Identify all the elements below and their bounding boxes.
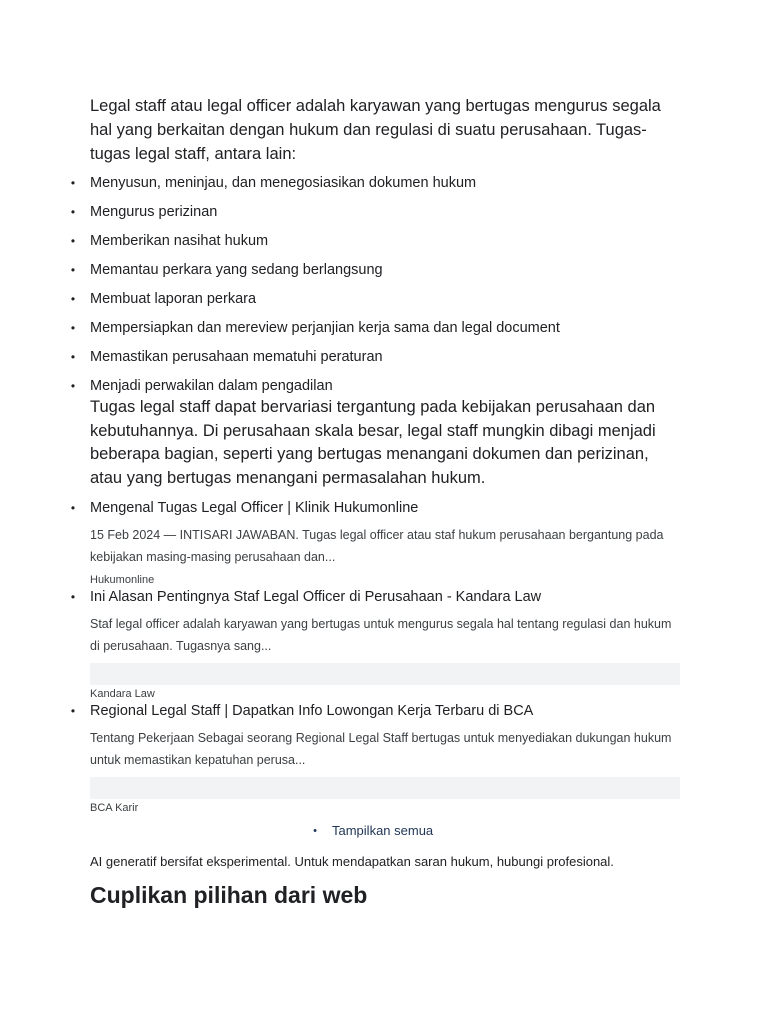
source-snippet: 15 Feb 2024 — INTISARI JAWABAN. Tugas legal officer atau staf hukum perusahaan bergantung pada kebijakan masing-masing perusahaan dan... bbox=[90, 528, 664, 564]
source-name: BCA Karir bbox=[90, 802, 139, 814]
bullet-icon: • bbox=[70, 292, 76, 306]
ai-overview bbox=[70, 94, 680, 910]
bullet-icon: • bbox=[70, 704, 76, 718]
list-item bbox=[70, 376, 680, 396]
bullet-icon: • bbox=[70, 350, 76, 364]
list-item-text: Membuat laporan perkara bbox=[90, 291, 257, 307]
list-item-text: Memantau perkara yang sedang berlangsung bbox=[90, 262, 383, 278]
list-item-text: Menjadi perwakilan dalam pengadilan bbox=[90, 378, 333, 394]
bullet-icon: • bbox=[70, 321, 76, 335]
source-card-bca-karir[interactable] bbox=[70, 701, 680, 815]
list-item-text: Mengurus perizinan bbox=[90, 204, 218, 220]
bullet-icon: • bbox=[70, 263, 76, 277]
list-item-text: Memastikan perusahaan mematuhi peraturan bbox=[90, 349, 383, 365]
bullet-icon: • bbox=[70, 590, 76, 604]
source-thumbnail-placeholder bbox=[90, 663, 680, 685]
source-card-kandara-law[interactable] bbox=[70, 587, 680, 701]
list-item bbox=[70, 318, 680, 338]
list-item bbox=[70, 202, 680, 222]
bullet-icon: • bbox=[70, 234, 76, 248]
list-item-text: Memberikan nasihat hukum bbox=[90, 233, 269, 249]
bullet-icon: • bbox=[70, 205, 76, 219]
list-item-text: Mempersiapkan dan mereview perjanjian kerja sama dan legal document bbox=[90, 320, 560, 336]
source-thumbnail-placeholder bbox=[90, 777, 680, 799]
source-list bbox=[70, 498, 680, 815]
source-name: Hukumonline bbox=[90, 574, 155, 586]
source-snippet: Tentang Pekerjaan Sebagai seorang Regional Legal Staff bertugas untuk menyediakan dukungan hukum untuk memastikan kepatuhan perusa... bbox=[90, 731, 672, 767]
list-item bbox=[70, 231, 680, 251]
list-item bbox=[70, 173, 680, 193]
source-title-link[interactable]: Regional Legal Staff | Dapatkan Info Lowongan Kerja Terbaru di BCA bbox=[90, 703, 534, 719]
show-all-button[interactable] bbox=[313, 822, 680, 840]
bullet-icon: • bbox=[313, 825, 317, 837]
list-item bbox=[70, 347, 680, 367]
list-item bbox=[70, 289, 680, 309]
source-snippet: Staf legal officer adalah karyawan yang bertugas untuk mengurus segala hal tentang regulasi dan hukum di perusahaan. Tugasnya sang... bbox=[90, 617, 672, 653]
source-title-link[interactable]: Mengenal Tugas Legal Officer | Klinik Hukumonline bbox=[90, 500, 419, 516]
source-name: Kandara Law bbox=[90, 688, 155, 700]
bullet-icon: • bbox=[70, 379, 76, 393]
task-list bbox=[70, 173, 680, 396]
source-title-link[interactable]: Ini Alasan Pentingnya Staf Legal Officer di Perusahaan - Kandara Law bbox=[90, 589, 542, 605]
bullet-icon: • bbox=[70, 176, 76, 190]
summary-paragraph: Tugas legal staff dapat bervariasi tergantung pada kebijakan perusahaan dan kebutuhannya. Di perusahaan skala besar, legal staff mungkin dibagi menjadi beberapa bagian, seperti yang bertugas menangani dokumen dan perizinan, atau yang bertugas menangani permasalahan hukum. bbox=[90, 398, 656, 487]
list-item bbox=[70, 260, 680, 280]
featured-snippets-heading: Cuplikan pilihan dari web bbox=[90, 882, 368, 908]
show-all-label: Tampilkan semua bbox=[332, 823, 434, 838]
intro-paragraph: Legal staff atau legal officer adalah karyawan yang bertugas mengurus segala hal yang berkaitan dengan hukum dan regulasi di suatu perusahaan. Tugas-tugas legal staff, antara lain: bbox=[90, 97, 661, 163]
source-card-hukumonline[interactable] bbox=[70, 498, 680, 587]
bullet-icon: • bbox=[70, 501, 76, 515]
list-item-text: Menyusun, meninjau, dan menegosiasikan dokumen hukum bbox=[90, 175, 477, 191]
disclaimer-text: AI generatif bersifat eksperimental. Untuk mendapatkan saran hukum, hubungi profesional. bbox=[90, 854, 614, 869]
